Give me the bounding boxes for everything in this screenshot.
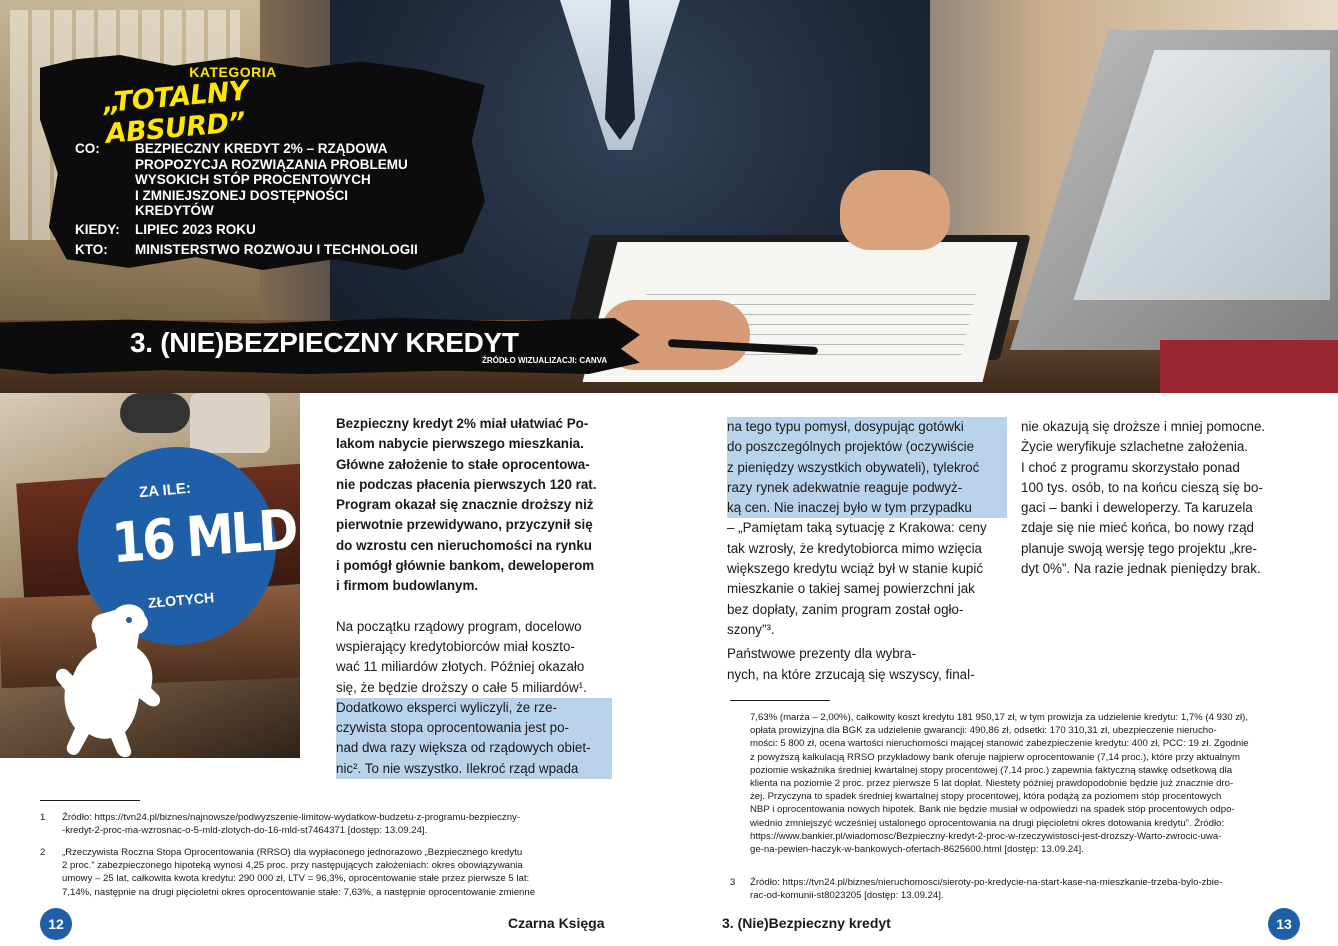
meta-co-value: BEZPIECZNY KREDYT 2% – RZĄDOWA PROPOZYCJA ROZWIĄZANIA PROBLEMU WYSOKICH STÓP PROCENTOWYCH I ZMNIEJSZONEJ DOSTĘPNOŚCI KREDYTÓW xyxy=(135,141,408,218)
footnote-2-continued xyxy=(730,711,1310,871)
category-name: „TOTALNY ABSURD” xyxy=(101,75,250,150)
footnote-text: Źródło: https://tvn24.pl/biznes/nieruchomosci/sieroty-po-kredycie-na-start-kase-na-mieszkanie-trzeba-bylo-zbie- rac-od-komunii-st8023205 [dostęp: 13.09.24]. xyxy=(750,877,1223,902)
footnote-text: Źródło: https://tvn24.pl/biznes/najnowsze/podwyzszenie-limitow-wydatkow-budzetu-z-programu-bezpieczny- -kredyt-2-proc-ma-wzrosnac-o-5-mld-zlotych-do-16-mld-st7464371 [dostęp: 13.09.24]. xyxy=(62,812,521,837)
footnote-text: 7,63% (marża – 2,00%), całkowity koszt kredytu 181 950,17 zł, w tym prowizja za udzielenie kredytu: 1,7% (4 930 zł), opłata prowizyjna dla BGK za udzielenie gwarancji: 490,86 zł, odsetki: 170 310,31 zł, ubezpieczenie nierucho- mości: 5 800 zł, ocena wartości nieruchomości mającej stanowić zabezpieczenie kredytu: 400 zł, PCC: 19 zł. Zgodnie z powyższą kalkulacją RRSO przykładowy bank oferuje najpierw oprocentowanie (7,14 proc.), które przy aktualnym poziomie wskaźnika średniej kwartalnej stopy procentowej (7,14 proc.) zapewnia faktyczną stawkę odsetkową dla klienta na poziomie 2 proc. przez pierwsze 5 lat dopłat. Niestety później prawdopodobnie będzie już znacznie dro- żej. Przyczyna to spadek średniej kwartalnej stopy procentowej, która podążą za poziomem stóp procentowych NBP i oprocentowania nowych hipotek. Bank nie będzie musiał w odpowiedzi na spadek stóp procentowych odpo- wiednio zmniejszyć wcześniej ustalonego oprocentowania na drugi pięcioletni okres dotowania kredytu”. Źródło: https://www.bankier.pl/wiadomosc/Bezpieczny-kredyt-2-proc-w-rzeczywistosci-jest-drozszy-Warto-zwrocic-uwa- ge-na-pewien-haczyk-w-bankowych-ofertach-8625600.html [dostęp: 13.09.24]. xyxy=(750,712,1249,856)
footnote-number: 2 xyxy=(40,847,46,858)
badge-question: ZA ILE: xyxy=(138,479,192,502)
category-label: KATEGORIA xyxy=(189,64,277,80)
quote-paragraph: – „Pamiętam taką sytuację z Krakowa: ceny tak wzrosły, że kredytobiorca mimo wzięcia większego kredytu wciąż był w stanie kupić mieszkanie o takiej samej powierzchni jak bez dopłaty, zanim program został ogło- szony”³. xyxy=(727,520,987,637)
paragraph-highlighted: Dodatkowo eksperci wyliczyli, że rze- czywista stopa oprocentowania jest po- nad dwa razy większa od rządowych obiet- nic². To nie wszystko. Ilekroć rząd wpada xyxy=(336,698,612,779)
page-number-left: 12 xyxy=(40,908,72,940)
meta-kiedy xyxy=(75,222,495,238)
page-title: 3. (NIE)BEZPIECZNY KREDYT xyxy=(130,327,519,358)
paragraph: nie okazują się droższe i mniej pomocne. Życie weryfikuje szlachetne założenia. I choć z programu skorzystało ponad 100 tys. osób, to na końcu cieszą się bo- gaci – banki i deweloperzy. Ta karuzela zdaje się nie mieć końca, bo nowy rząd planuje swoją wersję tego projektu „kre- dyt 0%”. Na razie jednak pieniędzy brak. xyxy=(1021,419,1266,577)
running-title-right: 3. (Nie)Bezpieczny kredyt xyxy=(722,915,891,931)
footnote-divider xyxy=(40,800,140,801)
footnote-2 xyxy=(40,846,620,906)
badge-unit: ZŁOTYCH xyxy=(147,589,215,611)
page-number-right: 13 xyxy=(1268,908,1300,940)
running-title-left: Czarna Księga xyxy=(508,915,605,931)
paragraph-intro: Bezpieczny kredyt 2% miał ułatwiać Po- lakom nabycie pierwszego mieszkania. Główne założenie to stałe oprocentowa- nie podczas płacenia pierwszych 120 rat. Program okazał się znacznie droższy niż pierwotnie przewidywano, przyczynił się do wzrostu cen nieruchomości na rynku i pomógł głównie bankom, deweloperom i firmom budowlanym. xyxy=(336,416,597,594)
footnote-1 xyxy=(40,811,620,839)
paragraph-highlighted: na tego typu pomysł, dosypując gotówki do poszczególnych projektów (oczywiście z pieniędzy wszystkich obywateli), tylekroć razy rynek adekwatnie reaguje podwyż- ką cen. Nie inaczej było w tym przypadku xyxy=(727,417,1007,518)
text-column-1 xyxy=(336,414,612,779)
meta-co-key: CO: xyxy=(75,141,100,156)
footnote-text: „Rzeczywista Roczna Stopa Oprocentowania (RRSO) dla wypłaconego jednorazowo „Bezpiecznego kredytu 2 proc.” zabezpieczonego hipoteką wynosi 4,25 proc. przy następujących założeniach: okres obowiązywania umowy – 25 lat, całkowita kwota kredytu: 290 000 zł, LTV = 96,3%, oprocentowanie stałe przez pierwsze 5 lat: 7,14%, następnie na drugi pięcioletni okres oprocentowanie stałe: 7,63%, a następnie oprocentowanie zmienne xyxy=(62,847,536,898)
text-column-3 xyxy=(1021,417,1298,579)
meta-co xyxy=(75,141,495,221)
footnote-3 xyxy=(730,876,1310,904)
meta-kiedy-value: LIPIEC 2023 ROKU xyxy=(135,222,256,237)
meta-kto xyxy=(75,242,495,258)
meta-kto-key: KTO: xyxy=(75,242,108,257)
paragraph: Państwowe prezenty dla wybra- nych, na które zrzucają się wszyscy, final- xyxy=(727,646,975,682)
bear-icon xyxy=(55,600,165,760)
image-source-caption: ŹRÓDŁO WIZUALIZACJI: CANVA xyxy=(482,356,608,365)
badge-amount: 16 MLD xyxy=(110,497,298,577)
text-column-2 xyxy=(727,417,1007,685)
footnote-number: 1 xyxy=(40,812,46,823)
meta-kto-value: MINISTERSTWO ROZWOJU I TECHNOLOGII xyxy=(135,242,418,257)
footnote-divider xyxy=(730,700,830,701)
footnote-number: 3 xyxy=(730,877,736,888)
meta-kiedy-key: KIEDY: xyxy=(75,222,120,237)
paragraph: Na początku rządowy program, docelowo wspierający kredytobiorców miał koszto- wać 11 miliardów złotych. Później okazało się, że będzie droższy o całe 5 miliardów¹. xyxy=(336,618,587,695)
